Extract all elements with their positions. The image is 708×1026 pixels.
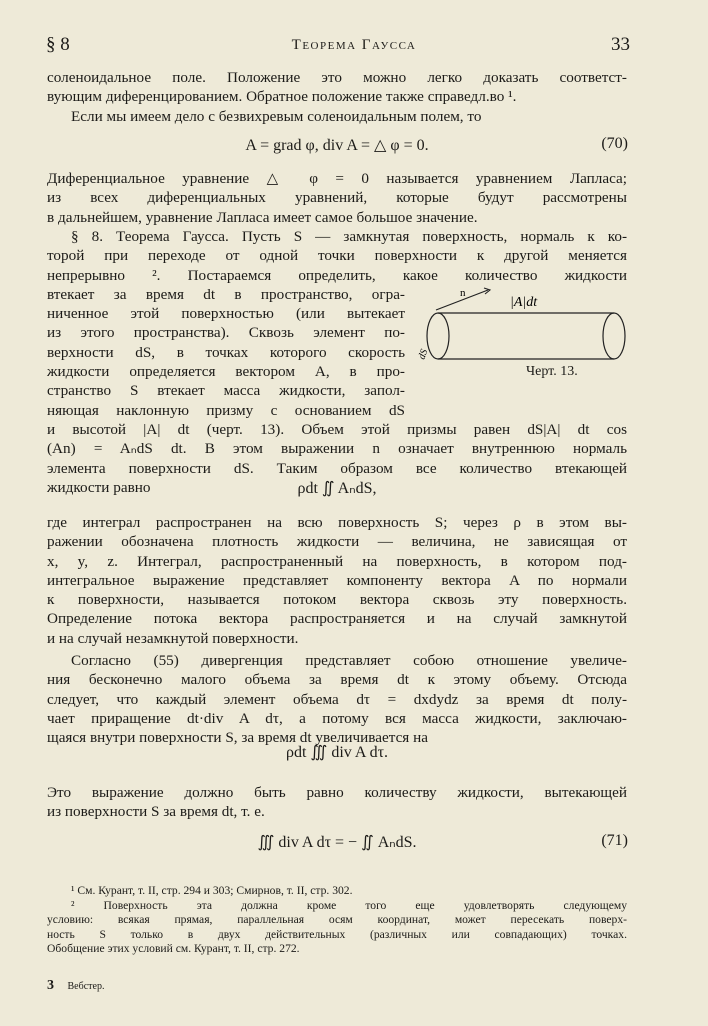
text-line: из этого пространства). Сквозь элемент по- [47,324,405,342]
text-line: чает приращение dt·div A dτ, а потому вся масса жидкости, заключаю- [47,709,627,727]
flux-formula: ρdt ∬ AₙdS, [297,480,377,497]
text-line: § 8. Теорема Гаусса. Пусть S — замкнутая поверхность, нормаль к ко- [71,228,627,245]
text-line: щаяся внутри поверхности S, за время dt увеличивается на [47,729,428,747]
text-line: Согласно (55) дивергенция представляет собою отношение увеличе- [71,652,627,669]
text-line: следует, что каждый элемент объема dτ = dxdydz за время dt полу- [47,690,627,708]
running-title: Теорема Гаусса [291,37,417,53]
flux-paragraph [47,513,627,648]
signature-name: Вебстер. [67,981,105,992]
text-line: к поверхности, называется потоком вектора сквозь эту поверхность. [47,591,627,609]
footnote-line: условию: всякая прямая, параллельная осям координат, может пересекать поверх- [47,913,627,927]
text-line: соленоидальное поле. Положение это можно легко доказать соответст- [47,69,627,86]
section-number: § 8 [46,34,70,55]
intro-paragraph [47,68,627,126]
equation-71: ∭ div A dτ = − ∬ AₙdS. [257,834,417,851]
text-line: интегральное выражение представляет компоненту вектора A по нормали [47,571,627,589]
laplace-paragraph [47,169,627,227]
footnote-line: ность S только в двух действительных (различных или совпадающих) точках. [47,927,627,941]
equation-number-70: (70) [601,135,628,152]
equation-70: A = grad φ, div A = △ φ = 0. [245,137,429,154]
text-line: Определение потока вектора распространяется и на случай замкнутой [47,610,627,628]
text-line: вующим диференцированием. Обратное положение также справедл.во ¹. [47,88,517,106]
text-line: жидкости определяется вектором A, в про- [47,363,405,381]
footnote-line: Обобщение этих условий см. Курант, т. II, стр. 272. [47,942,300,956]
text-line: из всех диференциальных уравнений, которые будут рассмотрены [47,189,627,207]
footnotes [47,884,627,957]
figure-label-area: dS [416,347,431,362]
page-number: 33 [611,34,630,55]
text-line: и высотой |A| dt (черт. 13). Объем этой призмы равен dS|A| dt cos [47,420,627,438]
text-line: где интеграл распространен на всю поверхность S; через ρ в этом вы- [47,514,627,531]
text-line: элемента поверхности dS. Таким образом все количество втекающей [47,459,627,477]
signature-number: 3 [47,978,54,993]
text-line: торой при переходе от одной точки поверхности к другой меняется [47,247,627,265]
footnote-line: ¹ См. Курант, т. II, стр. 294 и 303; Смирнов, т. II, стр. 302. [71,884,353,897]
footnote-line: ² Поверхность эта должна кроме того еще удовлетворять следующему [71,898,627,912]
text-line: ния бесконечно малого объема за время dt к этому объему. Отсюда [47,671,627,689]
text-line: Это выражение должно быть равно количеству жидкости, вытекающей [47,784,627,801]
printer-signature [47,978,104,994]
prism-base-left [427,313,449,359]
divergence-paragraph [47,651,627,747]
text-line: Диференциальное уравнение △ φ = 0 называется уравнением Лапласа; [47,170,627,187]
text-line: жидкости равно [47,478,151,496]
prism-figure [418,282,632,362]
prism-base-right [603,313,625,359]
text-line: непрерывно ². Постараемся определить, какое количество жидкости [47,266,627,284]
text-line: x, y, z. Интеграл, распространенный на поверхность, в котором под- [47,552,627,570]
text-line: ражении обозначена плотность жидкости — величина, не зависящая от [47,533,627,551]
text-line: Если мы имеем дело с безвихревым соленоидальным полем, то [71,107,482,125]
figure-caption: Черт. 13. [526,364,578,379]
equation-number-71: (71) [601,832,628,849]
text-line: втекает за время dt в пространство, огра- [47,285,405,303]
volume-formula: ρdt ∭ div A dτ. [285,744,388,761]
text-line: из поверхности S за время dt, т. е. [47,803,265,821]
text-line: верхности dS, в точках которого скорость [47,343,405,361]
text-line: и на случай незамкнутой поверхности. [47,629,299,647]
figure-label-normal: n [460,287,466,299]
text-line: (An) = AₙdS dt. В этом выражении n означает внутреннюю нормаль [47,440,627,458]
figure-label-height: |A|dt [510,295,538,310]
text-line: странство S втекает масса жидкости, запол- [47,382,405,400]
text-line: ниченное этой поверхностью (или вытекает [47,305,405,323]
text-line: няющая наклонную призму с основанием dS [47,401,405,419]
outflow-paragraph [47,783,627,822]
gauss-theorem-paragraph [47,227,627,497]
text-line: в дальнейшем, уравнение Лапласа имеет самое большое значение. [47,208,478,226]
